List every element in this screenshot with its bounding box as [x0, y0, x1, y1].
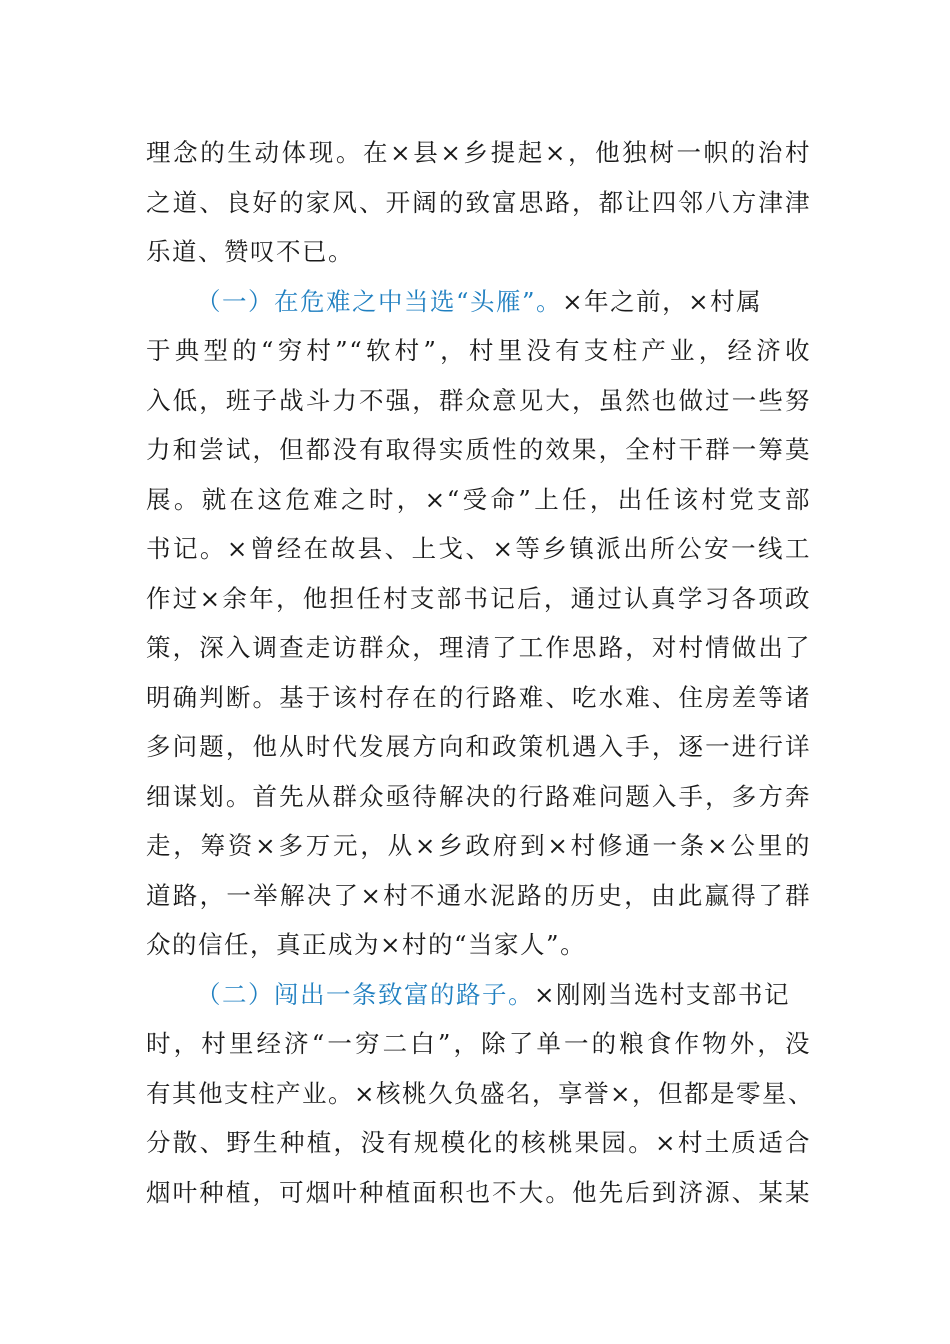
- text-line: 道路，一举解决了×村不通水泥路的历史，由此赢得了群: [146, 880, 811, 910]
- section-1-heading: （一）在危难之中当选“头雁”。: [196, 286, 563, 316]
- text-line: 力和尝试，但都没有取得实质性的效果，全村干群一筹莫: [146, 435, 811, 464]
- text-line: 众的信任，真正成为×村的“当家人”。: [146, 930, 587, 959]
- text-line: 时，村里经济“一穷二白”，除了单一的粮食作物外，没: [146, 1029, 811, 1058]
- document-body: [146, 128, 815, 1217]
- text-line: 明确判断。基于该村存在的行路难、吃水难、住房差等诸: [146, 682, 811, 712]
- section-2-first-line-text: ×刚刚当选村支部书记: [534, 979, 791, 1009]
- section-2-heading: （二）闯出一条致富的路子。: [196, 979, 534, 1009]
- text-line: 于典型的“穷村”“软村”，村里没有支柱产业，经济收: [146, 336, 811, 365]
- text-line: 书记。×曾经在故县、上戈、×等乡镇派出所公安一线工: [146, 534, 811, 563]
- text-line: 理念的生动体现。在×县×乡提起×，他独树一帜的治村: [146, 138, 811, 167]
- section-1-first-line: [146, 277, 811, 327]
- section-1-first-line-text: ×年之前，×村属: [562, 286, 763, 316]
- text-line: 之道、良好的家风、开阔的致富思路，都让四邻八方津津: [146, 187, 811, 217]
- text-line: 走，筹资×多万元，从×乡政府到×村修通一条×公里的: [146, 831, 811, 860]
- section-2-first-line: [146, 970, 811, 1020]
- text-line: 细谋划。首先从群众亟待解决的行路难问题入手，多方奔: [146, 781, 811, 811]
- text-line: 多问题，他从时代发展方向和政策机遇入手，逐一进行详: [146, 732, 811, 761]
- text-line: 入低，班子战斗力不强，群众意见大，虽然也做过一些努: [146, 385, 811, 415]
- text-line: 有其他支柱产业。×核桃久负盛名，享誉×，但都是零星、: [146, 1078, 815, 1108]
- text-line: 作过×余年，他担任村支部书记后，通过认真学习各项政: [146, 583, 811, 613]
- text-line: 分散、野生种植，没有规模化的核桃果园。×村土质适合: [146, 1128, 811, 1157]
- text-line: 展。就在这危难之时，×“受命”上任，出任该村党支部: [146, 484, 811, 514]
- text-line: 烟叶种植，可烟叶种植面积也不大。他先后到济源、某某: [146, 1177, 811, 1207]
- text-line: 策，深入调查走访群众，理清了工作思路，对村情做出了: [146, 633, 811, 662]
- text-line: 乐道、赞叹不已。: [146, 237, 354, 266]
